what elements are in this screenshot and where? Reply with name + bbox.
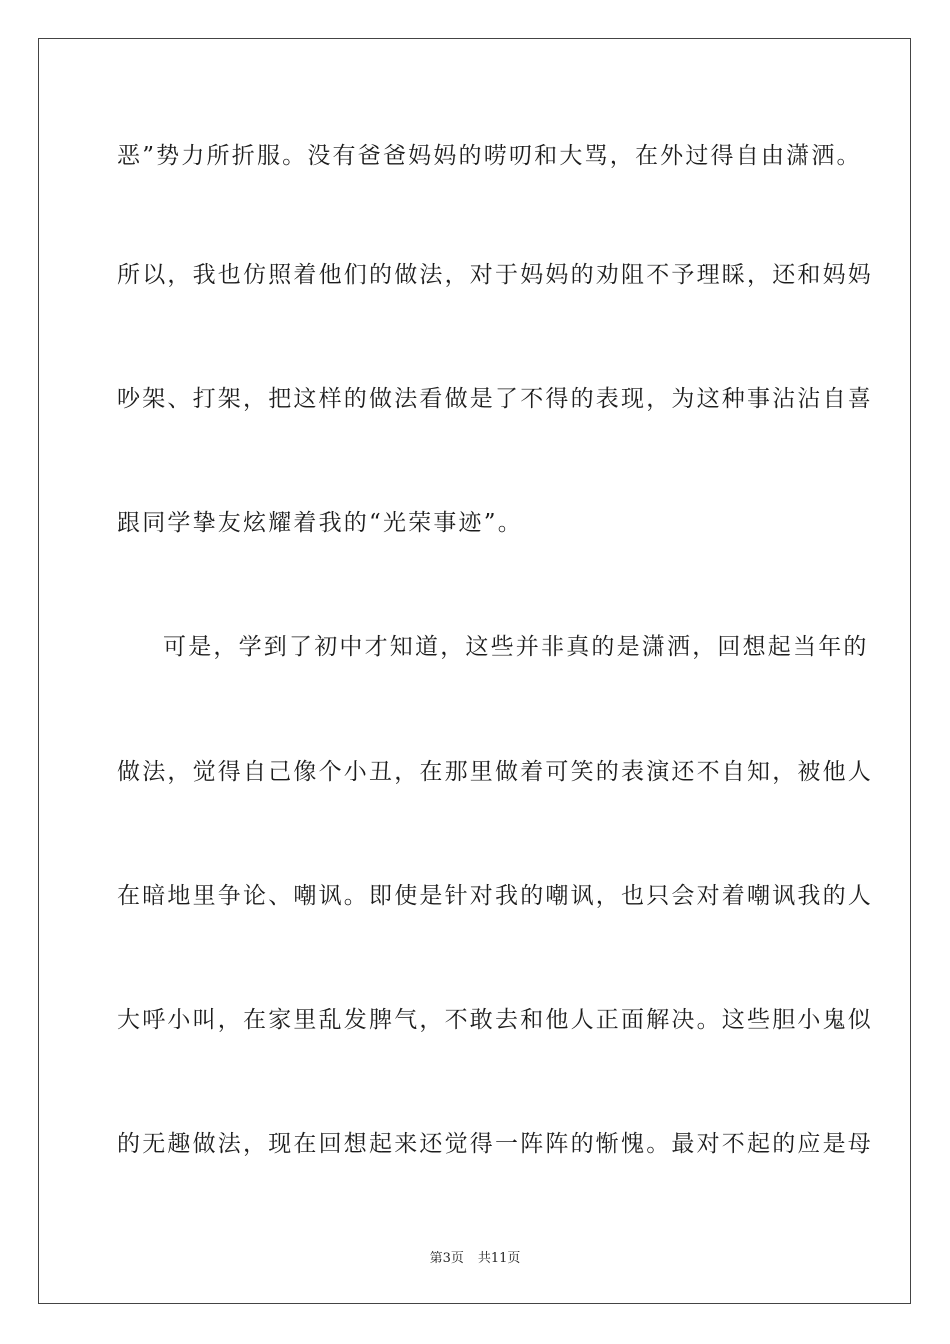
page-number: 第3页	[429, 1251, 464, 1266]
page-border	[38, 38, 911, 1304]
text-line-7: 在暗地里争论、嘲讽。即使是针对我的嘲讽，也只会对着嘲讽我的人	[117, 883, 873, 909]
text-line-2: 所以，我也仿照着他们的做法，对于妈妈的劝阻不予理睬，还和妈妈	[117, 262, 873, 288]
page-footer	[0, 1247, 950, 1266]
text-line-1: 恶”势力所折服。没有爸爸妈妈的唠叨和大骂，在外过得自由潇洒。	[117, 143, 862, 169]
paragraph-first-line: 可是，学到了初中才知道，这些并非真的是潇洒，回想起当年的	[163, 634, 869, 660]
text-line-3: 吵架、打架，把这样的做法看做是了不得的表现，为这种事沾沾自喜	[117, 386, 873, 412]
text-line-4: 跟同学挚友炫耀着我的“光荣事迹”。	[117, 510, 523, 536]
page-total: 共11页	[477, 1251, 521, 1266]
text-line-6: 做法，觉得自己像个小丑，在那里做着可笑的表演还不自知，被他人	[117, 759, 873, 785]
text-line-9: 的无趣做法，现在回想起来还觉得一阵阵的惭愧。最对不起的应是母	[117, 1131, 873, 1157]
text-line-8: 大呼小叫，在家里乱发脾气，不敢去和他人正面解决。这些胆小鬼似	[117, 1007, 873, 1033]
